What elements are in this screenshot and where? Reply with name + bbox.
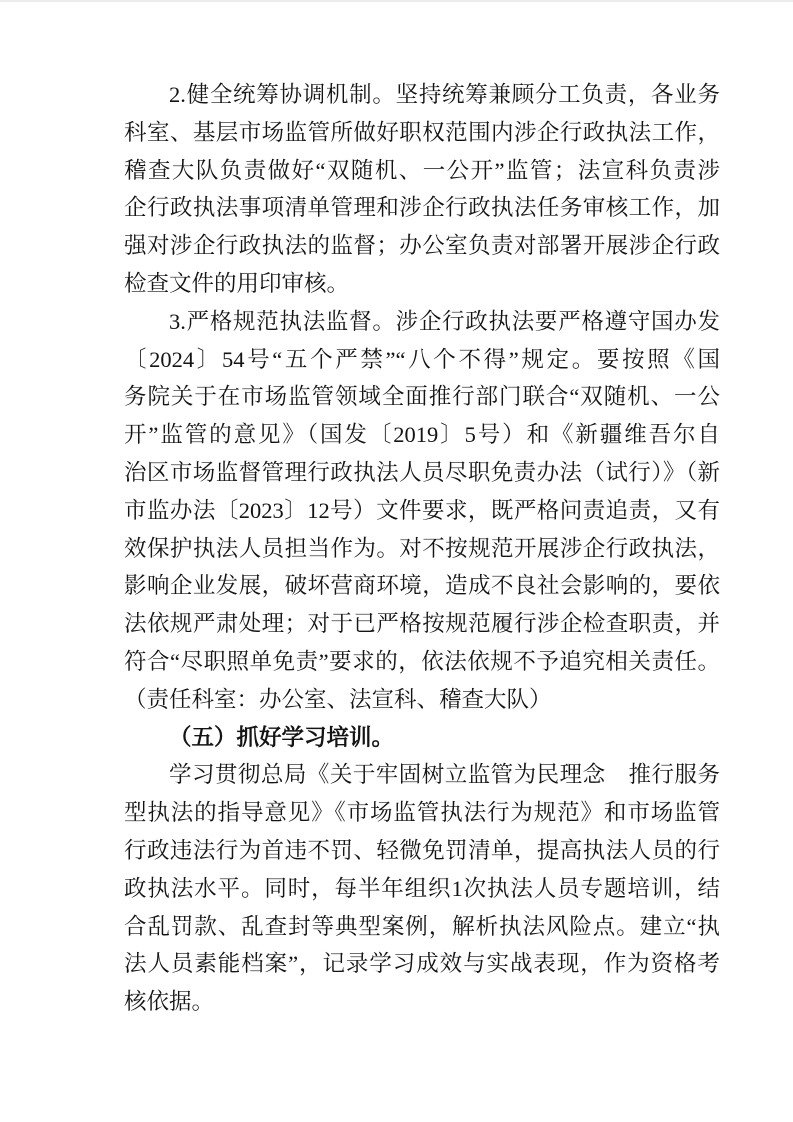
text-line: 科室、基层市场监管所做好职权范围内涉企行政执法工作， — [124, 119, 720, 145]
document-body — [124, 76, 720, 1021]
text-line: 2.健全统筹协调机制。坚持统筹兼顾分工负责，各业务 — [169, 82, 720, 107]
text-line: 效保护执法人员担当作为。对不按规范开展涉企行政执法， — [124, 535, 720, 561]
para-training-detail — [124, 756, 720, 1021]
text-line: 开”监管的意见》（国发〔2019〕5号）和《新疆维吾尔自 — [124, 422, 720, 448]
text-line: 治区市场监督管理行政执法人员尽职免责办法（试行）》（新 — [124, 459, 720, 485]
text-line: 政执法水平。同时，每半年组织1次执法人员专题培训，结 — [124, 875, 720, 901]
text-line: 核依据。 — [124, 989, 215, 1015]
text-line: 稽查大队负责做好“双随机、一公开”监管；法宣科负责涉 — [124, 157, 720, 183]
para-item-2-coordination — [124, 76, 720, 303]
text-line: 市监办法〔2023〕12号）文件要求，既严格问责追责，又有 — [124, 497, 720, 523]
text-line: （责任科室：办公室、法宣科、稽查大队） — [124, 686, 552, 712]
text-line: 检查文件的用印审核。 — [124, 270, 350, 296]
text-line: 务院关于在市场监管领域全面推行部门联合“双随机、一公 — [124, 384, 720, 410]
text-line: 型执法的指导意见》《市场监管执法行为规范》和市场监管 — [124, 800, 720, 826]
para-item-3-supervision — [124, 303, 720, 719]
text-line: 3.严格规范执法监督。涉企行政执法要严格遵守国办发 — [169, 308, 720, 334]
text-line: 〔2024〕54号“五个严禁”“八个不得”规定。要按照《国 — [124, 346, 720, 372]
text-line: 学习贯彻总局《关于牢固树立监管为民理念 推行服务 — [169, 762, 720, 788]
text-line: 企行政执法事项清单管理和涉企行政执法任务审核工作，加 — [124, 195, 720, 221]
text-line: （五）抓好学习培训。 — [169, 724, 395, 750]
text-line: 合乱罚款、乱查封等典型案例，解析执法风险点。建立“执 — [124, 913, 720, 939]
text-line: 影响企业发展，破坏营商环境，造成不良社会影响的，要依 — [124, 573, 720, 599]
text-line: 符合“尽职照单免责”要求的，依法依规不予追究相关责任。 — [124, 648, 720, 674]
text-line: 法人员素能档案”，记录学习成效与实战表现，作为资格考 — [124, 951, 720, 977]
text-line: 法依规严肃处理；对于已严格按规范履行涉企检查职责，并 — [124, 611, 720, 637]
heading-section-5-training — [124, 719, 720, 757]
text-line: 强对涉企行政执法的监督；办公室负责对部署开展涉企行政 — [124, 233, 720, 259]
scan-edge-artifact — [0, 0, 793, 2]
text-line: 行政违法行为首违不罚、轻微免罚清单，提高执法人员的行 — [124, 837, 720, 863]
